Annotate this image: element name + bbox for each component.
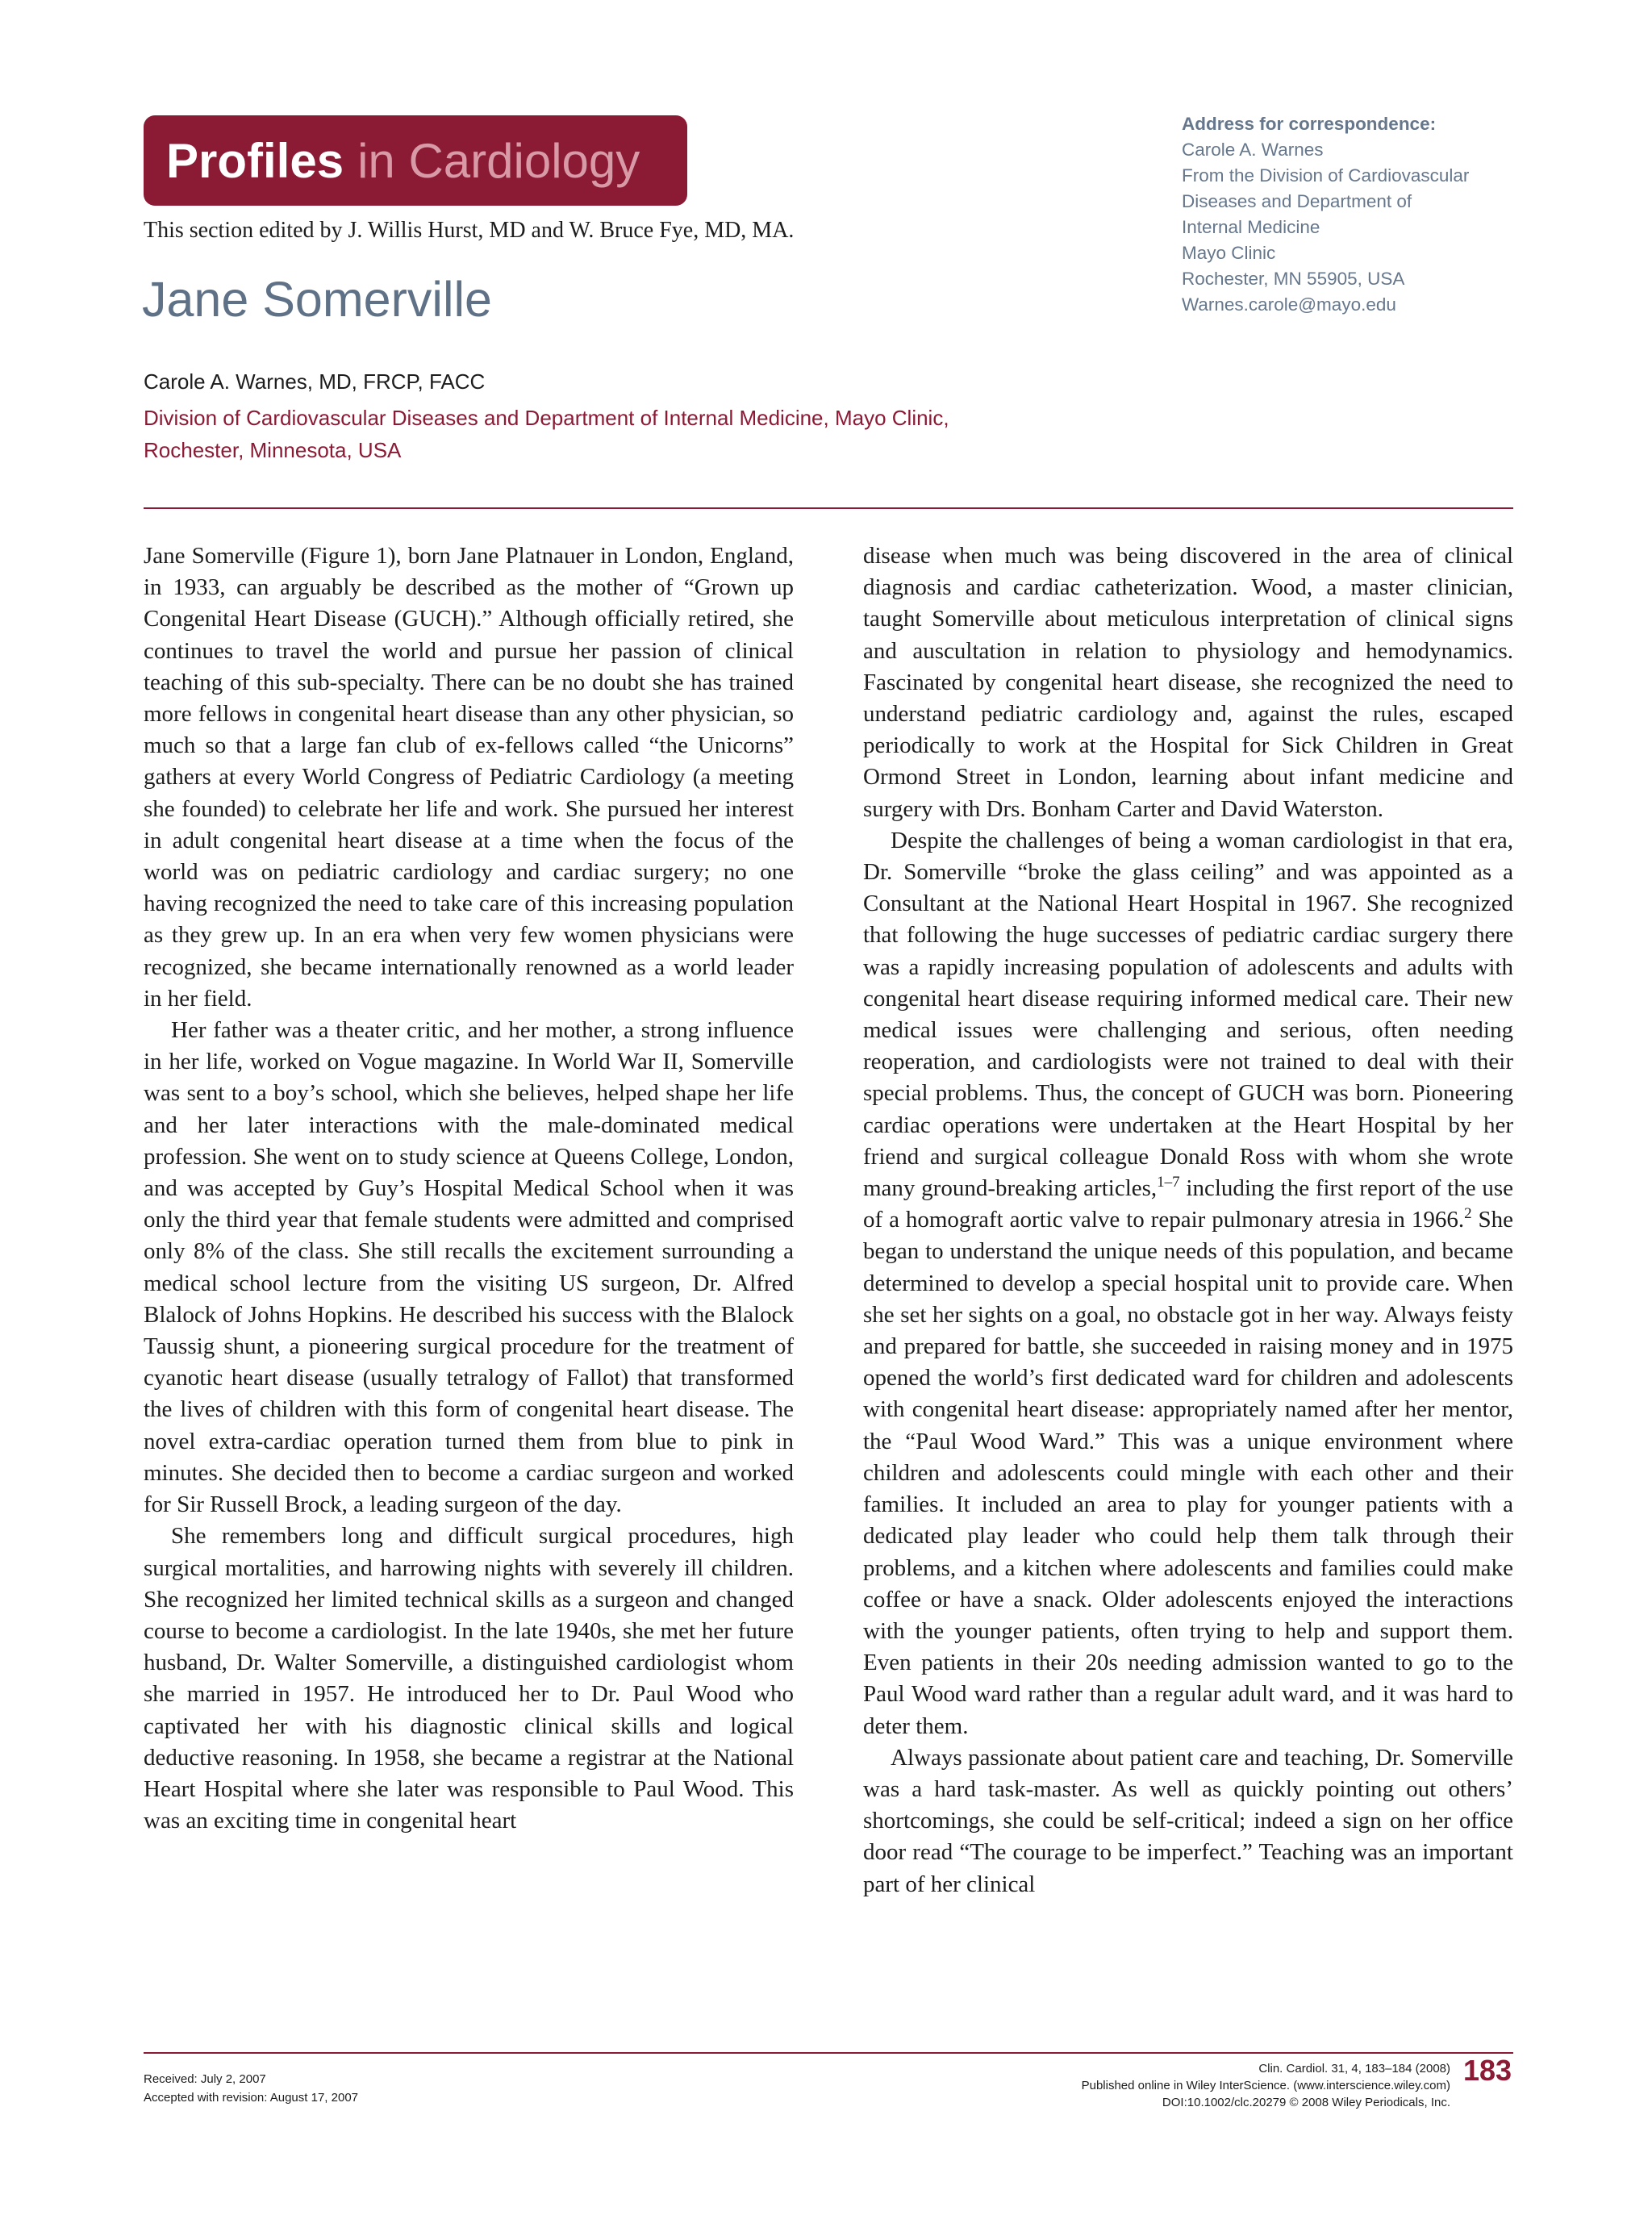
correspondence-email: Warnes.carole@mayo.edu — [1182, 294, 1396, 315]
body-paragraph: Always passionate about patient care and teaching, Dr. Somerville was a hard task-master. As well as quickly pointing out others’ shortcomings, she could be self-critical; indeed a sign on her office door read “The courage to be imperfect.” Teaching was an important part of her clinical — [863, 1744, 1513, 1897]
correspondence-line: Diseases and Department of — [1182, 191, 1412, 211]
body-column-left — [144, 540, 794, 1837]
body-paragraph: Her father was a theater critic, and her mother, a strong influence in her life, worked on Vogue magazine. In World War II, Somerville was sent to a boy’s school, which she believes, helped shape her life and her later interactions with the male-dominated medical profession. She went on to study science at Queens College, London, and was accepted by Guy’s Hospital Medical School when it was only the third year that female students were admitted and comprised only 8% of the class. She still recalls the excitement surrounding a medical school lecture from the visiting US surgeon, Dr. Alfred Blalock of Johns Hopkins. He described his success with the Blalock Taussig shunt, a pioneering surgical procedure for the treatment of cyanotic heart disease (usually tetralogy of Fallot) that transformed the lives of children with this form of congenital heart disease. The novel extra-cardiac operation turned them from blue to pink in minutes. She decided then to become a cardiac surgeon and worked for Sir Russell Brock, a leading surgeon of the day. — [144, 1017, 794, 1518]
footer-dates — [144, 2070, 358, 2107]
correspondence-line: Carole A. Warnes — [1182, 140, 1324, 160]
header-divider — [144, 507, 1513, 509]
citation-superscript: 2 — [1464, 1205, 1472, 1223]
body-paragraph — [863, 825, 1513, 1742]
article-title: Jane Somerville — [142, 272, 492, 327]
citation-superscript: 1–7 — [1157, 1174, 1180, 1191]
correspondence-block — [1182, 111, 1521, 318]
correspondence-heading: Address for correspondence: — [1182, 114, 1437, 134]
affiliation — [144, 402, 1031, 466]
received-date: Received: July 2, 2007 — [144, 2072, 266, 2086]
body-paragraph: Jane Somerville (Figure 1), born Jane Platnauer in London, England, in 1933, can arguably be described as the mother of “Grown up Congenital Heart Disease (GUCH).” Although officially retired, she continues to travel the world and pursue her passion of clinical teaching of this sub-specialty. There can be no doubt she has trained more fellows in congenital heart disease than any other physician, so much so that a large fan club of ex-fellows called “the Unicorns” gathers at every World Congress of Pediatric Cardiology (a meeting she founded) to celebrate her life and work. She pursued her interest in adult congenital heart disease at a time when the focus of the world was on pediatric cardiology and cardiac surgery; no one having recognized the need to take care of this increasing population as they grew up. In an era when very few women physicians were recognized, she became internationally renowned as a world leader in her field. — [144, 543, 794, 1012]
publisher-line: Published online in Wiley InterScience. (www.interscience.wiley.com) — [1081, 2079, 1450, 2092]
author-line: Carole A. Warnes, MD, FRCP, FACC — [144, 369, 486, 394]
accepted-date: Accepted with revision: August 17, 2007 — [144, 2091, 359, 2105]
doi-line: DOI:10.1002/clc.20279 © 2008 Wiley Periodicals, Inc. — [1162, 2096, 1450, 2109]
body-paragraph: disease when much was being discovered in the area of clinical diagnosis and cardiac catheterization. Wood, a master clinician, taught Somerville about meticulous interpretation of clinical signs and auscultation in relation to physiology and hemodynamics. Fascinated by congenital heart disease, she recognized the need to understand pediatric cardiology and, against the rules, escaped periodically to work at the Hospital for Sick Children in Great Ormond Street in London, learning about infant medicine and surgery with Drs. Bonham Carter and David Waterston. — [863, 543, 1513, 822]
affiliation-line-1: Division of Cardiovascular Diseases and Department of Internal Medicine, Mayo Clinic, — [144, 406, 949, 430]
body-column-right — [863, 540, 1513, 1900]
body-paragraph: She remembers long and difficult surgical procedures, high surgical mortalities, and harrowing nights with severely ill children. She recognized her limited technical skills as a surgeon and changed course to become a cardiologist. In the late 1940s, she met her future husband, Dr. Walter Somerville, a distinguished cardiologist whom she married in 1957. He introduced her to Dr. Paul Wood who captivated her with his diagnostic clinical skills and logical deductive reasoning. In 1958, she became a registrar at the National Heart Hospital where she later was responsible to Paul Wood. This was an exciting time in congenital heart — [144, 1523, 794, 1834]
journal-citation: Clin. Cardiol. 31, 4, 183–184 (2008) — [1258, 2062, 1450, 2076]
correspondence-line: From the Division of Cardiovascular — [1182, 165, 1470, 186]
section-banner — [144, 115, 687, 206]
affiliation-line-2: Rochester, Minnesota, USA — [144, 438, 402, 462]
paragraph-text: including the first report of the use of a homograft aortic valve to repair pulmonary atresia in 1966. — [863, 1175, 1513, 1233]
footer-publication-info — [1082, 2060, 1450, 2111]
correspondence-line: Mayo Clinic — [1182, 243, 1276, 263]
correspondence-line: Internal Medicine — [1182, 217, 1320, 237]
page-number: 183 — [1463, 2054, 1512, 2087]
correspondence-line: Rochester, MN 55905, USA — [1182, 269, 1405, 289]
paragraph-text: She began to understand the unique needs of this population, and became determined to develop a special hospital unit to provide care. When she set her sights on a goal, no obstacle got in her way. Always feisty and prepared for battle, she succeeded in raising money and in 1975 opened the world’s first dedicated ward for children and adolescents with congenital heart disease: appropriately named after her mentor, the “Paul Wood Ward.” This was a unique environment where children and adolescents could mingle with each other and their families. It included an area to play for younger patients with a dedicated play leader who could help them talk through their problems, and a kitchen where adolescents and families could make coffee or have a snack. Older adolescents enjoyed the interactions with the younger patients, often trying to help and support them. Even patients in their 20s needing admission wanted to go to the Paul Wood ward rather than a regular adult ward, and it was hard to deter them. — [863, 1207, 1513, 1739]
banner-light-text: in Cardiology — [357, 133, 640, 188]
footer-divider — [144, 2052, 1513, 2054]
banner-bold-text: Profiles — [166, 133, 344, 188]
section-editors: This section edited by J. Willis Hurst, MD and W. Bruce Fye, MD, MA. — [144, 218, 795, 243]
paragraph-text: Despite the challenges of being a woman cardiologist in that era, Dr. Somerville “broke the glass ceiling” and was appointed as a Consultant at the National Heart Hospital in 1967. She recognized that following the huge successes of pediatric cardiac surgery there was a rapidly increasing population of adolescents and adults with congenital heart disease requiring informed medical care. Their new medical issues were challenging and serious, often needing reoperation, and cardiologists were not trained to deal with their special problems. Thus, the concept of GUCH was born. Pioneering cardiac operations were undertaken at the Heart Hospital by her friend and surgical colleague Donald Ross with whom she wrote many ground-breaking articles, — [863, 827, 1513, 1202]
